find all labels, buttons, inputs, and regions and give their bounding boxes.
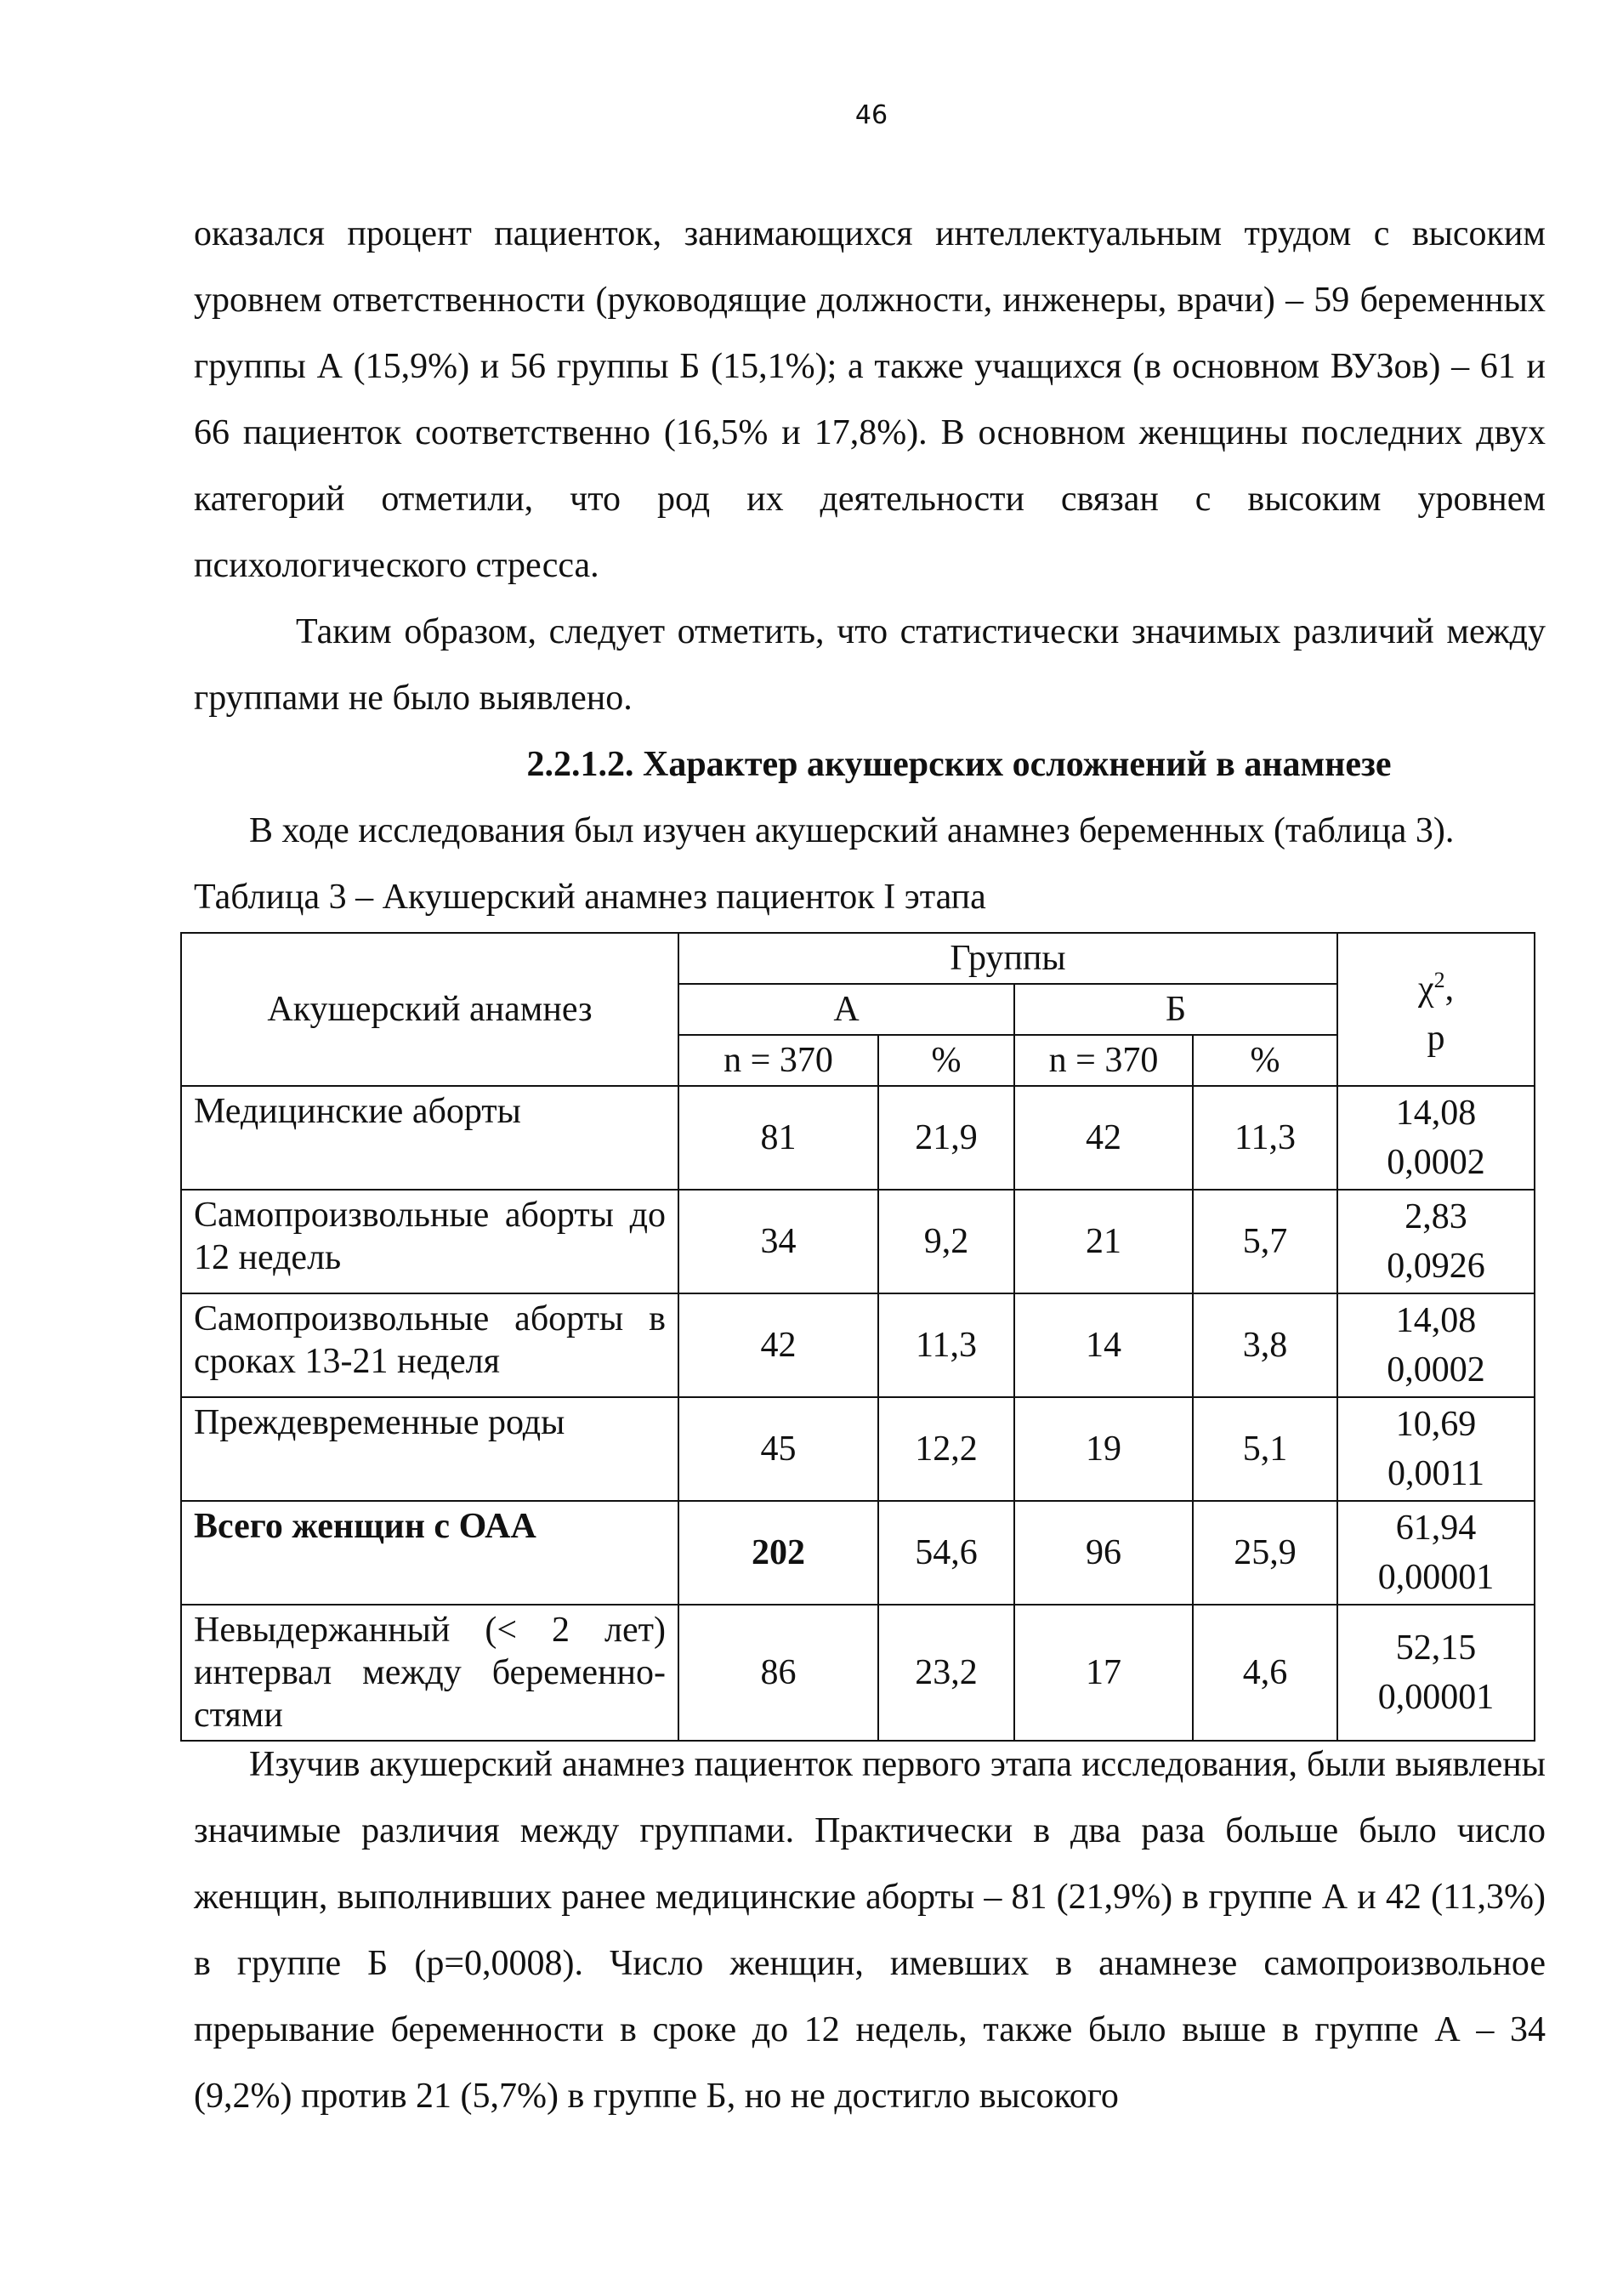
cell-b-pct: 5,1 [1193,1397,1337,1501]
cell-b-count: 21 [1014,1190,1193,1293]
cell-chi: 52,15 [1395,1628,1477,1668]
cell-b-pct: 3,8 [1193,1293,1337,1397]
cell-a-pct: 21,9 [878,1086,1014,1190]
cell-p: 0,00001 [1377,1558,1495,1597]
cell-p: 0,0002 [1387,1350,1485,1390]
paragraph-analysis: Изучив акушерский анамнез пациенток первого этапа исследования, были выявлены значимые различия между группами. Практически в два раза больше было число женщин, выполнивших ранее медицинские аборты – 81 (21,9%) в группе А и 42 (11,3%) в группе Б (р=0,0008). Число женщин, имевших в анамнезе самопроизвольное прерывание беременности в сроке до 12 недель, также было выше в группе А – 34 (9,2%) против 21 (5,7%) в группе Б, но не достигло высокого [194,1745,1546,2116]
cell-chi-p [1337,1605,1535,1741]
cell-chi-p [1337,1293,1535,1397]
cell-a-pct: 54,6 [878,1501,1014,1605]
cell-p: 0,0011 [1387,1454,1484,1493]
header-groups: Группы [678,933,1337,984]
table-row [181,1605,1535,1741]
cell-a-pct: 23,2 [878,1605,1014,1741]
body-text [194,201,1546,930]
row-label: Преждевременные роды [181,1397,678,1501]
chi-superscript: 2 [1433,968,1445,992]
cell-a-count: 202 [678,1501,878,1605]
cell-a-count: 45 [678,1397,878,1501]
cell-chi: 14,08 [1395,1301,1477,1340]
cell-chi-p [1337,1397,1535,1501]
p-symbol: р [1427,1019,1445,1058]
obstetric-history-table [180,932,1535,1742]
cell-a-count: 34 [678,1190,878,1293]
cell-b-pct: 25,9 [1193,1501,1337,1605]
table-row [181,1397,1535,1501]
paragraph-intro: В ходе исследования был изучен акушерский анамнез беременных (таблица 3). [249,811,1455,850]
cell-b-count: 42 [1014,1086,1193,1190]
header-label: Акушерский анамнез [181,933,678,1086]
cell-b-pct: 11,3 [1193,1086,1337,1190]
chi-comma: , [1444,969,1455,1009]
cell-a-count: 86 [678,1605,878,1741]
cell-chi: 61,94 [1395,1509,1477,1548]
cell-a-count: 42 [678,1293,878,1397]
row-label: Самопроизвольные аборты в сроках 13-21 неделя [181,1293,678,1397]
table-row [181,1190,1535,1293]
page-number: 46 [854,100,888,130]
cell-a-pct: 11,3 [878,1293,1014,1397]
cell-b-count: 96 [1014,1501,1193,1605]
header-pct-a: % [878,1035,1014,1086]
row-label: Всего женщин с ОАА [181,1501,678,1605]
cell-b-count: 17 [1014,1605,1193,1741]
cell-chi: 2,83 [1405,1197,1467,1236]
body-text-after-table [194,1731,1546,2129]
cell-chi-p [1337,1501,1535,1605]
table-caption: Таблица 3 – Акушерский анамнез пациенток I этапа [194,878,986,917]
header-pct-b: % [1193,1035,1337,1086]
header-group-b: Б [1014,984,1337,1035]
chi-symbol: χ [1417,969,1434,1009]
cell-a-count: 81 [678,1086,878,1190]
paragraph-conclusion: Таким образом, следует отметить, что статистически значимых различий между группами не было выявлено. [194,612,1546,718]
cell-a-pct: 9,2 [878,1190,1014,1293]
row-label: Невыдержанный (< 2 лет) интервал между беременно-стями [181,1605,678,1741]
row-label: Медицинские аборты [181,1086,678,1190]
row-label: Самопроизвольные аборты до 12 недель [181,1190,678,1293]
cell-p: 0,00001 [1377,1678,1495,1717]
header-group-a: А [678,984,1014,1035]
cell-b-pct: 5,7 [1193,1190,1337,1293]
cell-chi-p [1337,1086,1535,1190]
cell-b-pct: 4,6 [1193,1605,1337,1741]
paragraph-occupation: оказался процент пациенток, занимающихся интеллектуальным трудом с высоким уровнем ответственности (руководящие должности, инженеры, врачи) – 59 беременных группы А (15,9%) и 56 группы Б (15,1%); а также учащихся (в основном ВУЗов) – 61 и 66 пациенток соответственно (16,5% и 17,8%). В основном женщины последних двух категорий отметили, что род их деятельности связан с высоким уровнем психологического стресса. [194,214,1546,585]
cell-chi-p [1337,1190,1535,1293]
cell-chi: 10,69 [1395,1405,1477,1444]
cell-b-count: 19 [1014,1397,1193,1501]
header-chi-square [1337,933,1535,1086]
cell-p: 0,0926 [1387,1247,1485,1286]
cell-b-count: 14 [1014,1293,1193,1397]
cell-a-pct: 12,2 [878,1397,1014,1501]
section-heading: 2.2.1.2. Характер акушерских осложнений в анамнезе [526,745,1392,784]
cell-p: 0,0002 [1387,1143,1485,1182]
header-n-b: n = 370 [1014,1035,1193,1086]
header-n-a: n = 370 [678,1035,878,1086]
table-row [181,1086,1535,1190]
table-row-total [181,1501,1535,1605]
cell-chi: 14,08 [1395,1094,1477,1133]
table-row [181,1293,1535,1397]
